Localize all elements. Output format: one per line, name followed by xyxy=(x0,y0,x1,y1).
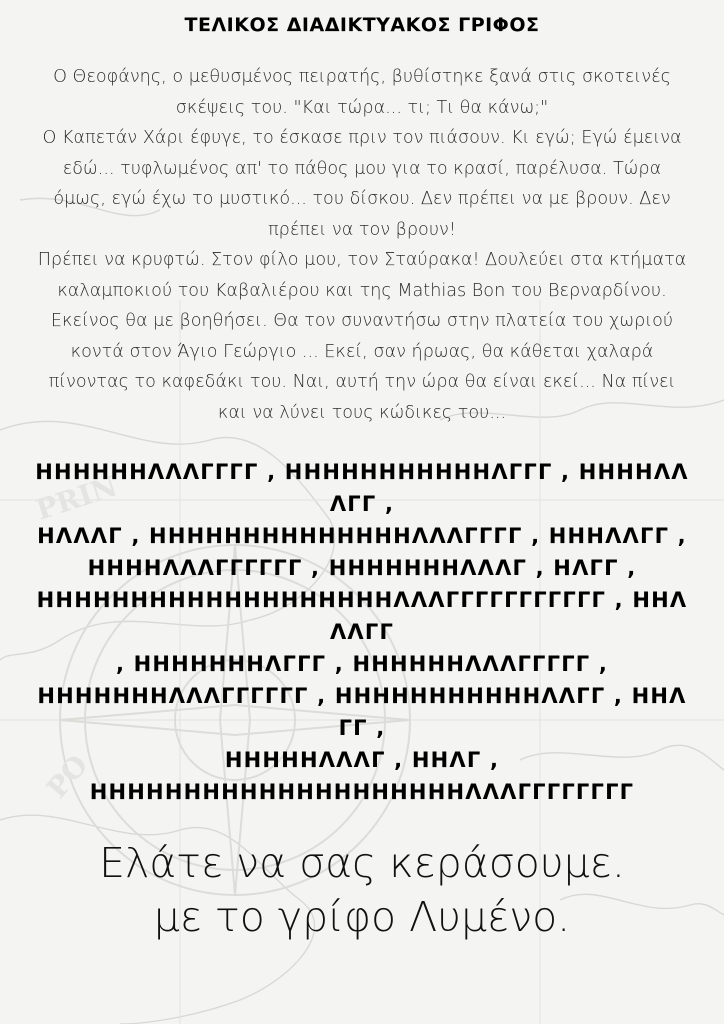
cipher-code-block xyxy=(31,456,690,808)
svg-text:PO: PO xyxy=(40,748,95,805)
story-paragraph: Πρέπει να κρυφτώ. Στον φίλο μου, τον Σταύρακα! Δουλεύει στα κτήματα καλαμποκιού του Καβαλιέρου και της Mathias Bon του Βερναρδίνου. Εκείνος θα με βοηθήσει. Θα τον συναντήσω στην πλατεία του χωριού κοντά στον Άγιο Γεώργιο ... Εκεί, σαν ήρωας, θα κάθεται χαλαρά πίνοντας το καφεδάκι του. Ναι, αυτή την ώρα θα είναι εκεί... Να πίνει και να λύνει τους κώδικες του... xyxy=(37,250,687,423)
cipher-line: ΗΗΗΗΗΗΗΗΗΗΗΗΗΗΗΗΗΗΗΗΛΛΛΓΓΓΓΓΓΓΓ xyxy=(89,780,635,804)
tagline-line: με το γρίφο Λυμένο. xyxy=(153,893,571,941)
closing-tagline xyxy=(34,836,690,944)
tagline-line: Ελάτε να σας κεράσουμε. xyxy=(99,839,625,887)
story-paragraph: Ο Καπετάν Χάρι έφυγε, το έσκασε πριν τον πιάσουν. Κι εγώ; Εγώ έμεινα εδώ... τυφλωμένος απ' το πάθος μου για το κρασί, παρέλυσα. Τώρα όμως, εγώ έχω το μυστικό... του δίσκου. Δεν πρέπει να με βρουν. Δεν πρέπει να τον βρουν! xyxy=(42,128,682,240)
story-text xyxy=(34,62,690,428)
cipher-line: ΗΗΗΗΗΛΛΛΓ , ΗΗΛΓ , xyxy=(224,748,500,772)
cipher-line: ΗΗΗΗΗΗΗΛΛΛΓΓΓΓΓΓ , ΗΗΗΗΗΗΗΗΗΗΗΛΛΓΓ , ΗΗΛΓΓ , xyxy=(37,684,687,740)
cipher-line: , ΗΗΗΗΗΗΗΛΓΓΓ , ΗΗΗΗΗΗΛΛΛΓΓΓΓΓ , xyxy=(115,652,609,676)
cipher-line: ΗΗΗΗΛΛΛΓΓΓΓΓΓ , ΗΗΗΗΗΗΗΛΛΛΓ , ΗΛΓΓ , xyxy=(87,556,637,580)
story-paragraph: Ο Θεοφάνης, ο μεθυσμένος πειρατής, βυθίστηκε ξανά στις σκοτεινές σκέψεις του. "Και τώρα... τι; Τι θα κάνω;" xyxy=(53,67,671,118)
cipher-line: ΗΗΗΗΗΗΛΛΛΓΓΓΓ , ΗΗΗΗΗΗΗΗΗΗΗΛΓΓΓ , ΗΗΗΗΛΛΛΓΓ , xyxy=(35,460,689,516)
cipher-line: ΗΗΗΗΗΗΗΗΗΗΗΗΗΗΗΗΗΗΗΛΛΛΓΓΓΓΓΓΓΓΓΓΓ , ΗΗΛΛΛΓΓ xyxy=(36,588,688,644)
svg-text:PRIN: PRIN xyxy=(31,469,122,527)
page-title: ΤΕΛΙΚΟΣ ΔΙΑΔΙΚΤΥΑΚΟΣ ΓΡΙΦΟΣ xyxy=(184,14,540,36)
cipher-line: ΗΛΛΛΓ , ΗΗΗΗΗΗΗΗΗΗΗΗΗΗΛΛΛΓΓΓΓ , ΗΗΗΛΛΓΓ , xyxy=(37,524,687,548)
